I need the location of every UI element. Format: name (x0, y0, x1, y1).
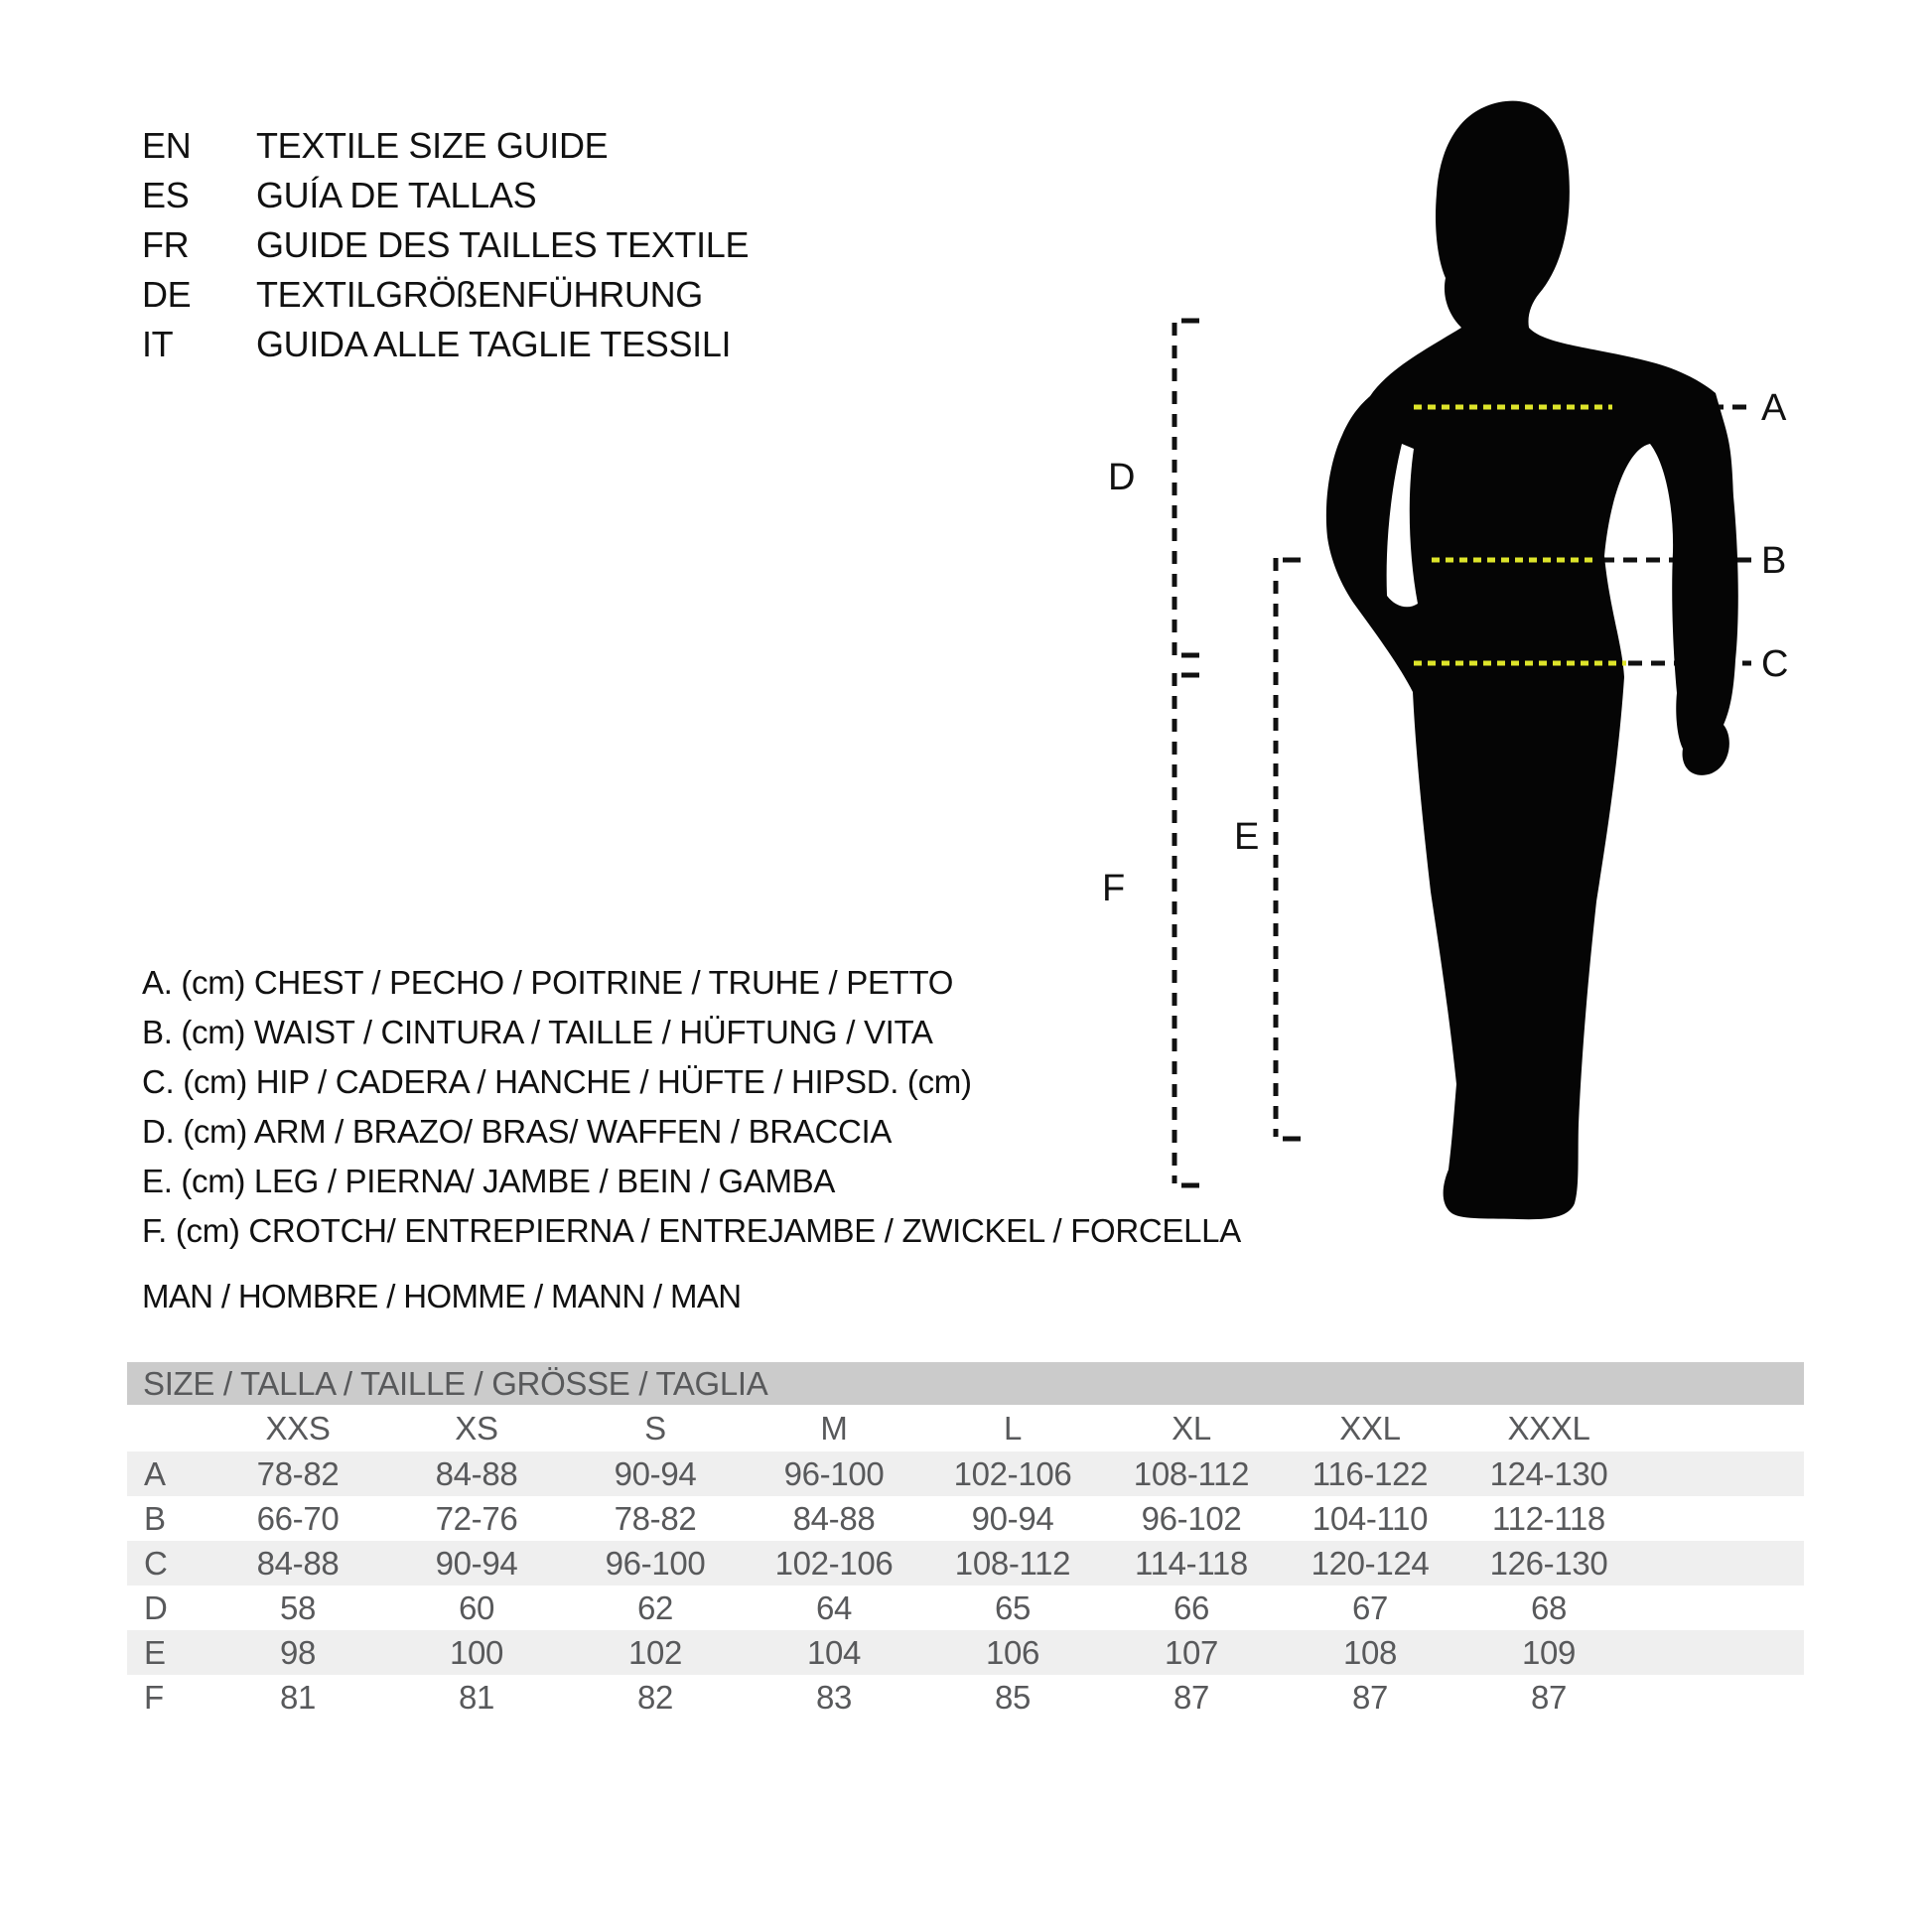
lang-title-en: TEXTILE SIZE GUIDE (256, 125, 609, 166)
cell-b-xxl: 104-110 (1311, 1499, 1429, 1537)
cell-c-xs: 90-94 (435, 1544, 518, 1582)
cell-d-xs: 60 (458, 1588, 495, 1626)
table-row-crotch (127, 1675, 1804, 1720)
lang-title-es: GUÍA DE TALLAS (256, 175, 537, 215)
label-leg: E (1234, 816, 1260, 858)
cell-e-xxl: 108 (1342, 1633, 1398, 1671)
row-label: C (144, 1544, 168, 1582)
cell-f-xxs: 81 (279, 1678, 317, 1716)
cell-c-l: 108-112 (954, 1544, 1071, 1582)
legend-hip: C. (cm) HIP / CADERA / HANCHE / HÜFTE / HIPSD. (cm) (142, 1063, 972, 1100)
row-label: B (144, 1499, 166, 1537)
size-table-title: SIZE / TALLA / TAILLE / GRÖSSE / TAGLIA (143, 1364, 768, 1402)
cell-a-s: 90-94 (614, 1454, 697, 1492)
lang-code-it: IT (142, 324, 174, 364)
label-chest: A (1761, 387, 1787, 429)
table-row-arm (127, 1586, 1804, 1630)
cell-b-l: 90-94 (971, 1499, 1054, 1537)
cell-c-m: 102-106 (774, 1544, 894, 1582)
cell-b-xxxl: 112-118 (1492, 1499, 1605, 1537)
cell-e-l: 106 (985, 1633, 1040, 1671)
col-header-xxl: XXL (1339, 1409, 1401, 1447)
cell-a-xl: 108-112 (1133, 1454, 1250, 1492)
man-silhouette (1326, 101, 1738, 1220)
cell-e-m: 104 (806, 1633, 862, 1671)
cell-f-l: 85 (994, 1678, 1032, 1716)
cell-a-xxl: 116-122 (1311, 1454, 1429, 1492)
cell-e-s: 102 (627, 1633, 683, 1671)
col-header-l: L (1003, 1409, 1023, 1447)
cell-c-xxs: 84-88 (256, 1544, 340, 1582)
table-row-hip (127, 1541, 1804, 1586)
cell-d-xxs: 58 (279, 1588, 317, 1626)
size-table-title-bar (127, 1362, 1804, 1405)
legend-arm: D. (cm) ARM / BRAZO/ BRAS/ WAFFEN / BRACCIA (142, 1113, 893, 1150)
cell-c-xxl: 120-124 (1311, 1544, 1430, 1582)
size-table (127, 1362, 1804, 1720)
gender-group-label: MAN / HOMBRE / HOMME / MANN / MAN (142, 1278, 742, 1314)
row-label: D (144, 1588, 168, 1626)
cell-e-xxxl: 109 (1521, 1633, 1577, 1671)
cell-f-xs: 81 (458, 1678, 495, 1716)
cell-c-xxxl: 126-130 (1489, 1544, 1608, 1582)
measurement-legend (142, 958, 1241, 1256)
cell-b-m: 84-88 (792, 1499, 876, 1537)
row-label: E (144, 1633, 166, 1671)
cell-c-s: 96-100 (605, 1544, 706, 1582)
cell-d-xxl: 67 (1351, 1588, 1389, 1626)
label-arm: D (1108, 457, 1136, 498)
cell-c-xl: 114-118 (1135, 1544, 1248, 1582)
cell-a-xxs: 78-82 (256, 1454, 340, 1492)
cell-d-xxxl: 68 (1530, 1588, 1568, 1626)
col-header-xxxl: XXXL (1507, 1409, 1590, 1447)
cell-a-m: 96-100 (783, 1454, 885, 1492)
label-crotch: F (1102, 868, 1126, 909)
cell-b-xl: 96-102 (1141, 1499, 1242, 1537)
row-label: A (144, 1454, 166, 1492)
lang-code-en: EN (142, 125, 192, 166)
cell-d-l: 65 (994, 1588, 1032, 1626)
legend-crotch: F. (cm) CROTCH/ ENTREPIERNA / ENTREJAMBE / ZWICKEL / FORCELLA (142, 1212, 1241, 1249)
legend-leg: E. (cm) LEG / PIERNA/ JAMBE / BEIN / GAMBA (142, 1163, 836, 1199)
legend-waist: B. (cm) WAIST / CINTURA / TAILLE / HÜFTUNG / VITA (142, 1014, 933, 1050)
legend-chest: A. (cm) CHEST / PECHO / POITRINE / TRUHE / PETTO (142, 964, 954, 1001)
cell-d-s: 62 (636, 1588, 674, 1626)
cell-b-xs: 72-76 (435, 1499, 518, 1537)
cell-e-xl: 107 (1164, 1633, 1219, 1671)
cell-d-xl: 66 (1173, 1588, 1210, 1626)
cell-a-xxxl: 124-130 (1489, 1454, 1608, 1492)
cell-a-l: 102-106 (953, 1454, 1072, 1492)
table-row-waist (127, 1496, 1804, 1541)
cell-a-xs: 84-88 (435, 1454, 518, 1492)
lang-title-fr: GUIDE DES TAILLES TEXTILE (256, 224, 750, 265)
cell-b-s: 78-82 (614, 1499, 697, 1537)
lang-title-it: GUIDA ALLE TAGLIE TESSILI (256, 324, 732, 364)
cell-d-m: 64 (815, 1588, 853, 1626)
cell-f-m: 83 (815, 1678, 853, 1716)
table-row-chest (127, 1451, 1804, 1496)
label-waist: B (1761, 540, 1787, 582)
cell-e-xxs: 98 (279, 1633, 317, 1671)
lang-code-de: DE (142, 274, 192, 315)
lang-code-es: ES (142, 175, 190, 215)
table-row-leg (127, 1630, 1804, 1675)
col-header-xxs: XXS (265, 1409, 331, 1447)
col-header-xs: XS (455, 1409, 498, 1447)
lang-title-de: TEXTILGRÖßENFÜHRUNG (256, 274, 703, 315)
label-hip: C (1761, 643, 1789, 685)
cell-f-xl: 87 (1173, 1678, 1210, 1716)
cell-f-xxxl: 87 (1530, 1678, 1568, 1716)
col-header-xl: XL (1172, 1409, 1211, 1447)
cell-f-s: 82 (636, 1678, 674, 1716)
col-header-s: S (644, 1409, 666, 1447)
cell-b-xxs: 66-70 (256, 1499, 340, 1537)
cell-f-xxl: 87 (1351, 1678, 1389, 1716)
size-table-column-header-row (127, 1405, 1804, 1451)
col-header-m: M (820, 1409, 848, 1447)
row-label: F (144, 1678, 164, 1716)
lang-code-fr: FR (142, 224, 190, 265)
cell-e-xs: 100 (449, 1633, 504, 1671)
